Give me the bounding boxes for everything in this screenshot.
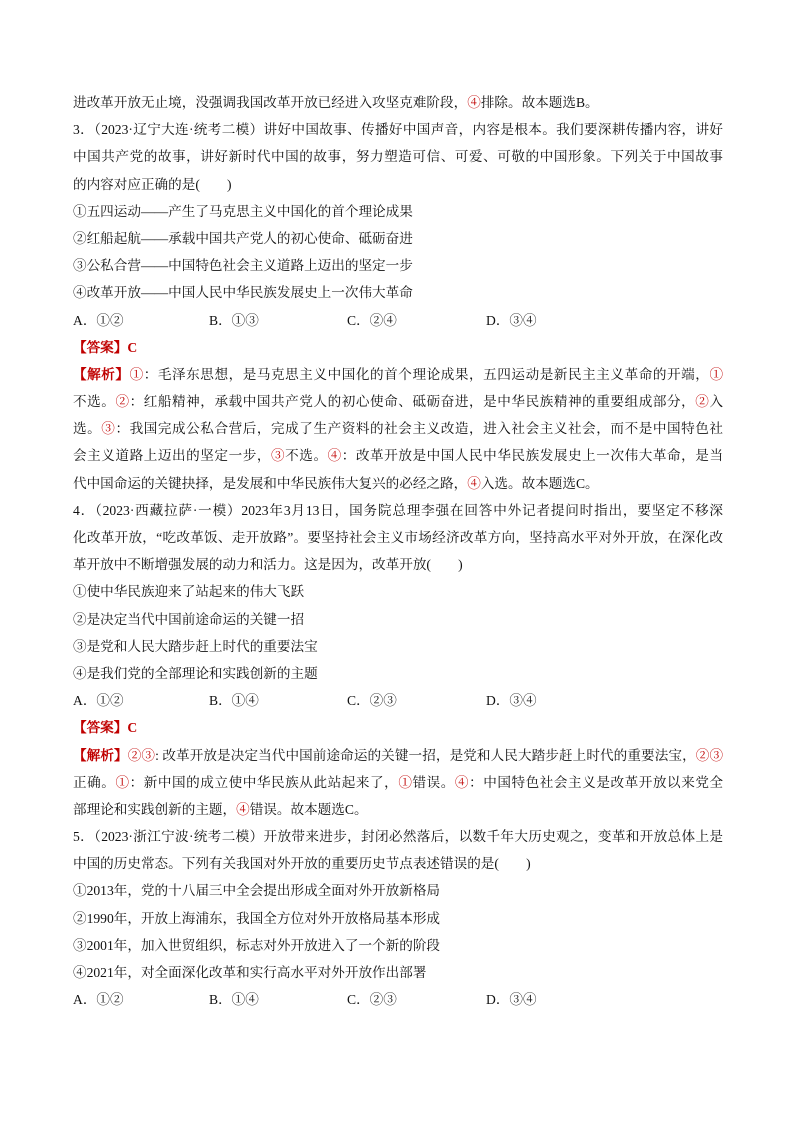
choice-text: ①②	[96, 693, 124, 709]
analysis-line	[73, 361, 723, 388]
statement-item: ③2001年，加入世贸组织，标志对外开放进入了一个新的阶段	[73, 937, 441, 953]
question-stem-line: 中国共产党的故事，讲好新时代中国的故事，努力塑造可信、可爱、可敬的中国形象。下列关于中国故事	[73, 149, 723, 165]
ref-number: ④	[467, 475, 481, 491]
statement-item: ③公私合营——中国特色社会主义道路上迈出的坚定一步	[73, 258, 413, 274]
ref-number: ①	[398, 774, 413, 790]
question-5	[73, 823, 723, 1013]
choice-letter: A．	[73, 992, 97, 1008]
choice-b	[209, 986, 259, 1013]
statement-item: ④2021年，对全面深化改革和实行高水平对外开放作出部署	[73, 965, 427, 980]
choice-row	[73, 307, 723, 334]
answer-line	[73, 714, 723, 741]
statement-item: ④改革开放——中国人民中华民族发展史上一次伟大革命	[73, 285, 413, 301]
statement-item: ①2013年，党的十八届三中全会提出形成全面对外开放新格局	[73, 883, 441, 899]
choice-a	[73, 687, 124, 714]
choice-letter: A．	[73, 312, 97, 328]
choice-text: ②③	[369, 693, 397, 709]
choice-b	[209, 687, 259, 714]
question-stem-line: 革开放中不断增强发展的动力和活力。这是因为，改革开放( )	[73, 557, 463, 573]
statement-item: ②是决定当代中国前途命运的关键一招	[73, 611, 305, 627]
ref-number: ③	[709, 747, 724, 763]
choice-letter: D．	[486, 693, 510, 709]
choice-a	[73, 986, 124, 1013]
choice-c	[347, 687, 397, 714]
answer-value: C	[127, 720, 138, 736]
ref-number: ②	[695, 394, 710, 410]
choice-letter: B．	[209, 312, 232, 328]
choice-text: ①④	[231, 992, 259, 1008]
analysis-label: 【解析】	[73, 366, 130, 382]
ref-number: ③	[101, 421, 116, 437]
ref-number: ④	[467, 95, 481, 110]
question-4	[73, 497, 723, 823]
choice-letter: C．	[347, 992, 370, 1008]
choice-letter: C．	[347, 312, 370, 328]
choice-letter: D．	[486, 312, 510, 328]
choice-b	[209, 307, 259, 334]
analysis-line: 会主义道路上迈出的坚定一步，③不选。④：改革开放是中国人民中华民族发展史上一次伟大革命，是当	[73, 448, 724, 464]
answer-line	[73, 334, 723, 361]
question-stem-line: 的内容对应正确的是( )	[73, 176, 232, 192]
question-stem-line: 中国的历史常态。下列有关我国对外开放的重要历史节点表述错误的是( )	[73, 856, 531, 872]
document-page	[73, 89, 723, 1013]
analysis-text: ①：毛泽东思想，是马克思主义中国化的首个理论成果，五四运动是新民主主义革命的开端，①	[129, 366, 724, 382]
analysis-line	[73, 742, 723, 769]
choice-row	[73, 986, 723, 1013]
question-3	[73, 116, 723, 497]
analysis-text: ②③: 改革开放是决定当代中国前途命运的关键一招，是党和人民大踏步赶上时代的重要法宝，②③	[127, 747, 724, 763]
choice-letter: B．	[209, 693, 232, 709]
ref-number: ②	[115, 394, 130, 410]
statement-item: ①五四运动——产生了马克思主义中国化的首个理论成果	[73, 203, 413, 219]
choice-text: ①③	[231, 312, 259, 328]
analysis-line: 正确。①：新中国的成立使中华民族从此站起来了，①错误。④：中国特色社会主义是改革开放以来党全	[73, 774, 724, 790]
answer-label: 【答案】	[73, 339, 128, 355]
choice-text: ③④	[509, 992, 537, 1008]
ref-number: ②	[695, 747, 710, 763]
question-stem-line: 4．（2023·西藏拉萨·一模）2023年3月13日，国务院总理李强在回答中外记者提问时指出，要坚定不移深	[73, 502, 723, 518]
choice-c	[347, 307, 397, 334]
analysis-label: 【解析】	[73, 747, 128, 763]
statement-item: ①使中华民族迎来了站起来的伟大飞跃	[73, 584, 305, 600]
choice-text: ③④	[509, 312, 537, 328]
ref-number: ①	[115, 774, 130, 790]
ref-number: ③	[271, 448, 286, 464]
answer-value: C	[127, 339, 138, 355]
prev-analysis-tail: 进改革开放无止境，没强调我国改革开放已经进入攻坚克难阶段，④排除。故本题选B。	[73, 95, 599, 110]
statement-item: ③是党和人民大踏步赶上时代的重要法宝	[73, 638, 318, 654]
question-stem-line: 3．（2023·辽宁大连·统考二模）讲好中国故事、传播好中国声音，内容是根本。我们要深耕传播内容，讲好	[73, 122, 723, 138]
choice-d	[486, 687, 537, 714]
ref-number: ①	[129, 366, 144, 382]
ref-number: ④	[327, 448, 342, 464]
ref-number: ④	[454, 774, 470, 790]
ref-number: ④	[236, 801, 250, 817]
choice-letter: A．	[73, 693, 97, 709]
choice-text: ①④	[231, 693, 259, 709]
choice-d	[486, 307, 537, 334]
choice-text: ③④	[509, 693, 537, 709]
statement-item: ②1990年，开放上海浦东，我国全方位对外开放格局基本形成	[73, 910, 441, 926]
ref-number: ①	[709, 366, 724, 382]
analysis-line: 不选。②：红船精神，承载中国共产党人的初心使命、砥砺奋进，是中华民族精神的重要组成部分，②入	[73, 394, 724, 410]
answer-label: 【答案】	[73, 720, 128, 736]
choice-a	[73, 307, 124, 334]
choice-letter: B．	[209, 992, 232, 1008]
ref-number: ②	[127, 747, 142, 763]
choice-text: ①②	[96, 992, 124, 1008]
analysis-line: 代中国命运的关键抉择，是发展和中华民族伟大复兴的必经之路，④入选。故本题选C。	[73, 475, 599, 491]
question-stem-line: 化改革开放，“吃改革饭、走开放路”。要坚持社会主义市场经济改革方向，坚持高水平对外开放，在深化改	[73, 530, 723, 545]
choice-letter: D．	[486, 992, 510, 1008]
analysis-line: 选。③：我国完成公私合营后，完成了生产资料的社会主义改造，进入社会主义社会，而不是中国特色社	[73, 421, 724, 437]
choice-row	[73, 687, 723, 714]
choice-letter: C．	[347, 693, 370, 709]
choice-d	[486, 986, 537, 1013]
ref-number: ③	[141, 747, 156, 763]
choice-text: ①②	[96, 312, 124, 328]
statement-item: ②红船起航——承载中国共产党人的初心使命、砥砺奋进	[73, 230, 413, 246]
analysis-line: 部理论和实践创新的主题，④错误。故本题选C。	[73, 801, 368, 817]
statement-item: ④是我们党的全部理论和实践创新的主题	[73, 665, 318, 681]
question-stem-line: 5．（2023·浙江宁波·统考二模）开放带来进步，封闭必然落后，以数千年大历史观之，变革和开放总体上是	[73, 829, 723, 845]
choice-text: ②④	[369, 312, 397, 328]
choice-c	[347, 986, 397, 1013]
choice-text: ②③	[369, 992, 397, 1008]
